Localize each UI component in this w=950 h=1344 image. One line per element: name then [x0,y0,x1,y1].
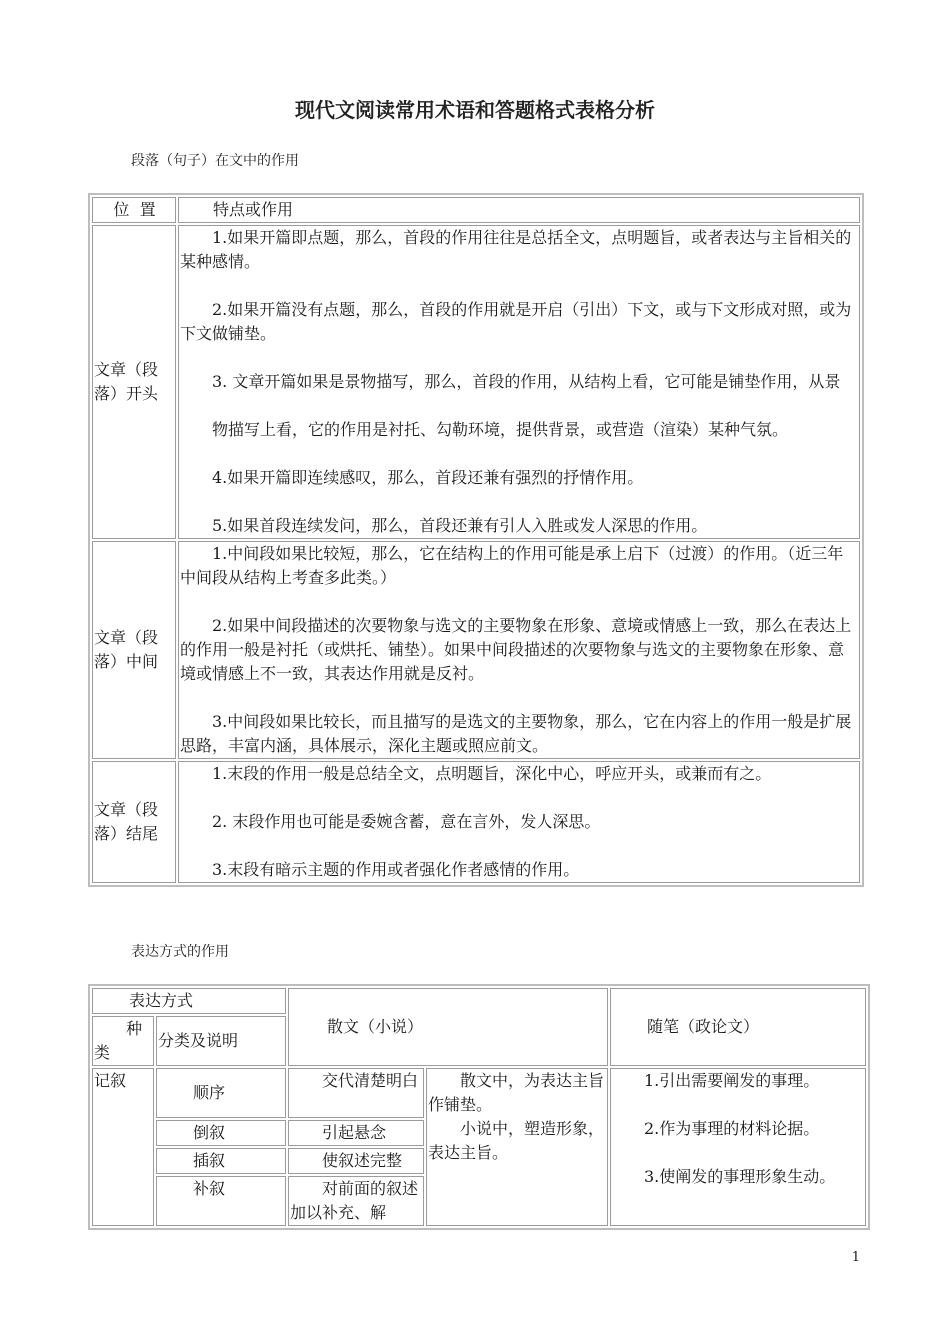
row-content-ending: 1.末段的作用一般是总结全文，点明题旨，深化中心，呼应开头，或兼而有之。 2. 末段作用也可能是委婉含蓄，意在言外，发人深思。 3.末段有暗示主题的作用或者强化作者感情的作用。 [178,761,860,883]
subtype-name: 插叙 [156,1148,286,1174]
prose-text-cell: 散文中，为表达主旨作铺垫。 小说中，塑造形象，表达主旨。 [426,1068,608,1226]
row-position-opening: 文章（段落）开头 [92,225,176,539]
subtype-desc: 对前面的叙述加以补充、解 [288,1176,424,1226]
header-class: 分类及说明 [156,1016,286,1066]
table-row [92,541,860,759]
section-caption-expression: 表达方式的作用 [131,944,229,960]
subtype-desc: 交代清楚明白 [288,1068,424,1118]
header-kind: 种类 [92,1016,154,1066]
table-header-row [92,197,860,223]
header-essay: 随笔（政论文） [610,988,866,1066]
page-title: 现代文阅读常用术语和答题格式表格分析 [295,98,655,122]
header-prose: 散文（小说） [288,988,608,1066]
header-expression: 表达方式 [92,988,286,1014]
essay-text-cell: 1.引出需要阐发的事理。 2.作为事理的材料论据。 3.使阐发的事理形象生动。 [610,1068,866,1226]
table-row [92,225,860,539]
table-row [92,761,860,883]
subtype-name: 倒叙 [156,1120,286,1146]
subtype-name: 顺序 [156,1068,286,1118]
table-header-row [92,988,866,1014]
table-row [92,1068,866,1118]
subtype-desc: 引起悬念 [288,1120,424,1146]
subtype-desc: 使叙述完整 [288,1148,424,1174]
row-content-opening: 1.如果开篇即点题，那么，首段的作用往往是总括全文，点明题旨，或者表达与主旨相关的某种感情。 2.如果开篇没有点题，那么，首段的作用就是开启（引出）下文，或与下文形成对照，或为下文做铺垫。 3. 文章开篇如果是景物描写，那么，首段的作用，从结构上看，它可能是铺垫作用，从景 物描写上看，它的作用是衬托、勾勒环境，提供背景，或营造（渲染）某种气氛。 4.如果开篇即连续感叹，那么，首段还兼有强烈的抒情作用。 5.如果首段连续发问，那么，首段还兼有引人入胜或发人深思的作用。 [178,225,860,539]
header-position: 位 置 [92,197,176,223]
row-label-narration: 记叙 [92,1068,154,1226]
page-number: 1 [851,1250,860,1265]
paragraph-role-table [88,193,864,887]
subtype-name: 补叙 [156,1176,286,1226]
header-feature: 特点或作用 [178,197,860,223]
expression-table [88,984,870,1230]
row-content-middle: 1.中间段如果比较短，那么，它在结构上的作用可能是承上启下（过渡）的作用。（近三年中间段从结构上考查多此类。） 2.如果中间段描述的次要物象与选文的主要物象在形象、意境或情感上一致，那么在表达上的作用一般是衬托（或烘托、铺垫）。如果中间段描述的次要物象与选文的主要物象在形象、意境或情感上不一致，其表达作用就是反衬。 3.中间段如果比较长，而且描写的是选文的主要物象，那么，它在内容上的作用一般是扩展思路，丰富内涵，具体展示，深化主题或照应前文。 [178,541,860,759]
row-position-ending: 文章（段落）结尾 [92,761,176,883]
section-caption-paragraph-role: 段落（句子）在文中的作用 [131,153,299,169]
row-position-middle: 文章（段落）中间 [92,541,176,759]
